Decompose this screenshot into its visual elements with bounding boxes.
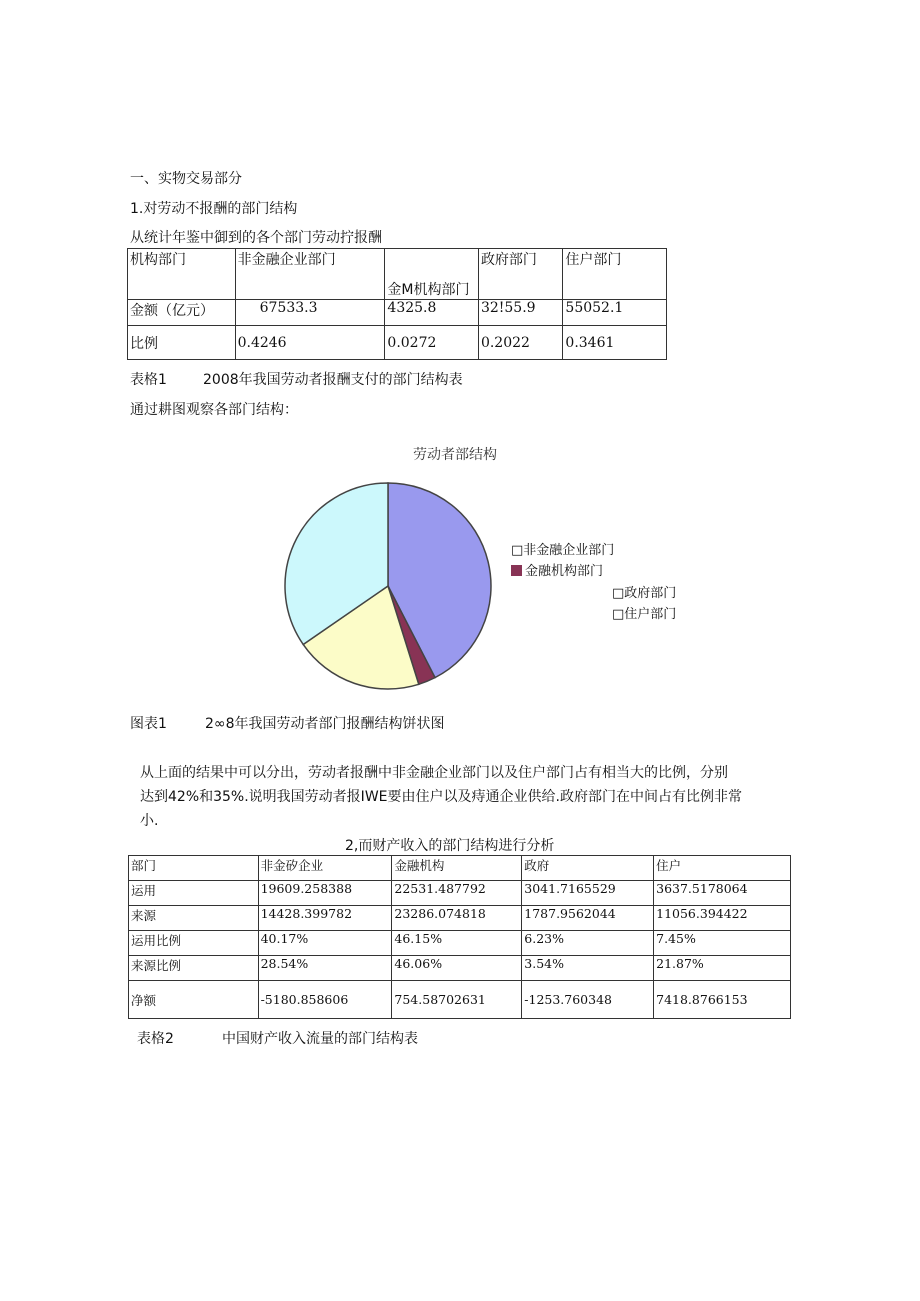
table2-cell: 3.54%: [522, 956, 654, 981]
analysis-line-2: 达到42%和35%.说明我国劳动者报IWE要由住户以及痔通企业供给.政府部门在中间占有比例非常: [140, 789, 742, 805]
table1-caption-label: 表格1: [130, 372, 167, 388]
table2-cell: 14428.399782: [258, 906, 392, 931]
chart-title: 劳动者部结构: [413, 447, 497, 463]
table-1: [127, 248, 667, 360]
table1-header-row: [128, 249, 667, 300]
table1-cell: 67533.3: [235, 300, 385, 326]
table2-row-label: 运用: [129, 881, 259, 906]
legend-swatch-icon: [511, 565, 522, 576]
legend-item-government: □政府部门: [612, 586, 677, 601]
table1-header-cell: 金M机构部门: [385, 249, 479, 300]
table2-cell: 7.45%: [654, 931, 791, 956]
table2-cell: 46.06%: [392, 956, 522, 981]
figure-caption-text: 2∞8年我国劳动者部门报酬结构饼状图: [205, 716, 445, 732]
table2-cell: -5180.858606: [258, 981, 392, 1019]
table1-cell: 0.3461: [563, 326, 667, 360]
table2-cell: 23286.074818: [392, 906, 522, 931]
table2-row-label: 运用比例: [129, 931, 259, 956]
table2-row-label: 来源比例: [129, 956, 259, 981]
table1-header-cell: 非金融企业部门: [235, 249, 385, 300]
legend-item-household: □住户部门: [612, 607, 677, 622]
table-row: [128, 300, 667, 326]
table1-cell: 55052.1: [563, 300, 667, 326]
table2-cell: 754.58702631: [392, 981, 522, 1019]
table2-cell: 3637.5178064: [654, 881, 791, 906]
table1-cell: 0.2022: [478, 326, 562, 360]
table1-row-label: 比例: [128, 326, 236, 360]
figure-caption-label: 图表1: [130, 716, 167, 732]
table1-cell: 4325.8: [385, 300, 479, 326]
table-row: [129, 956, 791, 981]
analysis-line-1: 从上面的结果中可以分出，劳动者报酬中非金融企业部门以及住户部门占有相当大的比例，分别: [140, 765, 728, 781]
table2-cell: 21.87%: [654, 956, 791, 981]
table2-row-label: 来源: [129, 906, 259, 931]
table2-header-cell: 政府: [522, 856, 654, 881]
section2-title: 2,而财产收入的部门结构进行分析: [345, 838, 555, 854]
legend-item-nonfinancial: □非金融企业部门: [511, 543, 615, 558]
legend-label: 金融机构部门: [525, 564, 604, 579]
table2-row-label: 净额: [129, 981, 259, 1019]
table-2: [128, 855, 791, 1019]
table2-cell: 7418.8766153: [654, 981, 791, 1019]
table1-header-cell: 机构部门: [128, 249, 236, 300]
chart-intro: 通过耕图观察各部门结构：: [130, 402, 298, 418]
table1-caption-text: 2008年我国劳动者报酬支付的部门结构表: [203, 372, 463, 388]
table1-cell: 0.4246: [235, 326, 385, 360]
section-heading: 一、实物交易部分: [130, 171, 242, 187]
table1-header-cell: 住户部门: [563, 249, 667, 300]
table1-row-label: 金额（亿元）: [128, 300, 236, 326]
table2-caption-text: 中国财产收入流量的部门结构表: [222, 1031, 418, 1047]
table-row: [129, 931, 791, 956]
table1-intro: 从统计年鉴中御到的各个部门劳动拧报酬: [130, 230, 382, 246]
table-row: [129, 906, 791, 931]
table-row: [129, 881, 791, 906]
table2-cell: 28.54%: [258, 956, 392, 981]
legend-item-financial: [511, 560, 603, 579]
table1-cell: 0.0272: [385, 326, 479, 360]
table-row: [129, 981, 791, 1019]
table1-header-cell: 政府部门: [478, 249, 562, 300]
table2-cell: 19609.258388: [258, 881, 392, 906]
table-row: [128, 326, 667, 360]
table2-header-cell: 非金矽企业: [258, 856, 392, 881]
table2-header-row: [129, 856, 791, 881]
table2-cell: 46.15%: [392, 931, 522, 956]
table2-caption-label: 表格2: [137, 1031, 174, 1047]
subsection-heading: 1.对劳动不报酬的部门结构: [130, 201, 298, 217]
table2-header-cell: 住户: [654, 856, 791, 881]
table2-header-cell: 金融机构: [392, 856, 522, 881]
table2-cell: 3041.7165529: [522, 881, 654, 906]
table2-cell: 11056.394422: [654, 906, 791, 931]
analysis-line-3: 小.: [140, 813, 159, 829]
table2-cell: 6.23%: [522, 931, 654, 956]
table2-cell: 1787.9562044: [522, 906, 654, 931]
table2-cell: -1253.760348: [522, 981, 654, 1019]
table1-cell: 32!55.9: [478, 300, 562, 326]
table2-cell: 40.17%: [258, 931, 392, 956]
table2-header-cell: 部门: [129, 856, 259, 881]
pie-chart: [280, 476, 496, 694]
table2-cell: 22531.487792: [392, 881, 522, 906]
